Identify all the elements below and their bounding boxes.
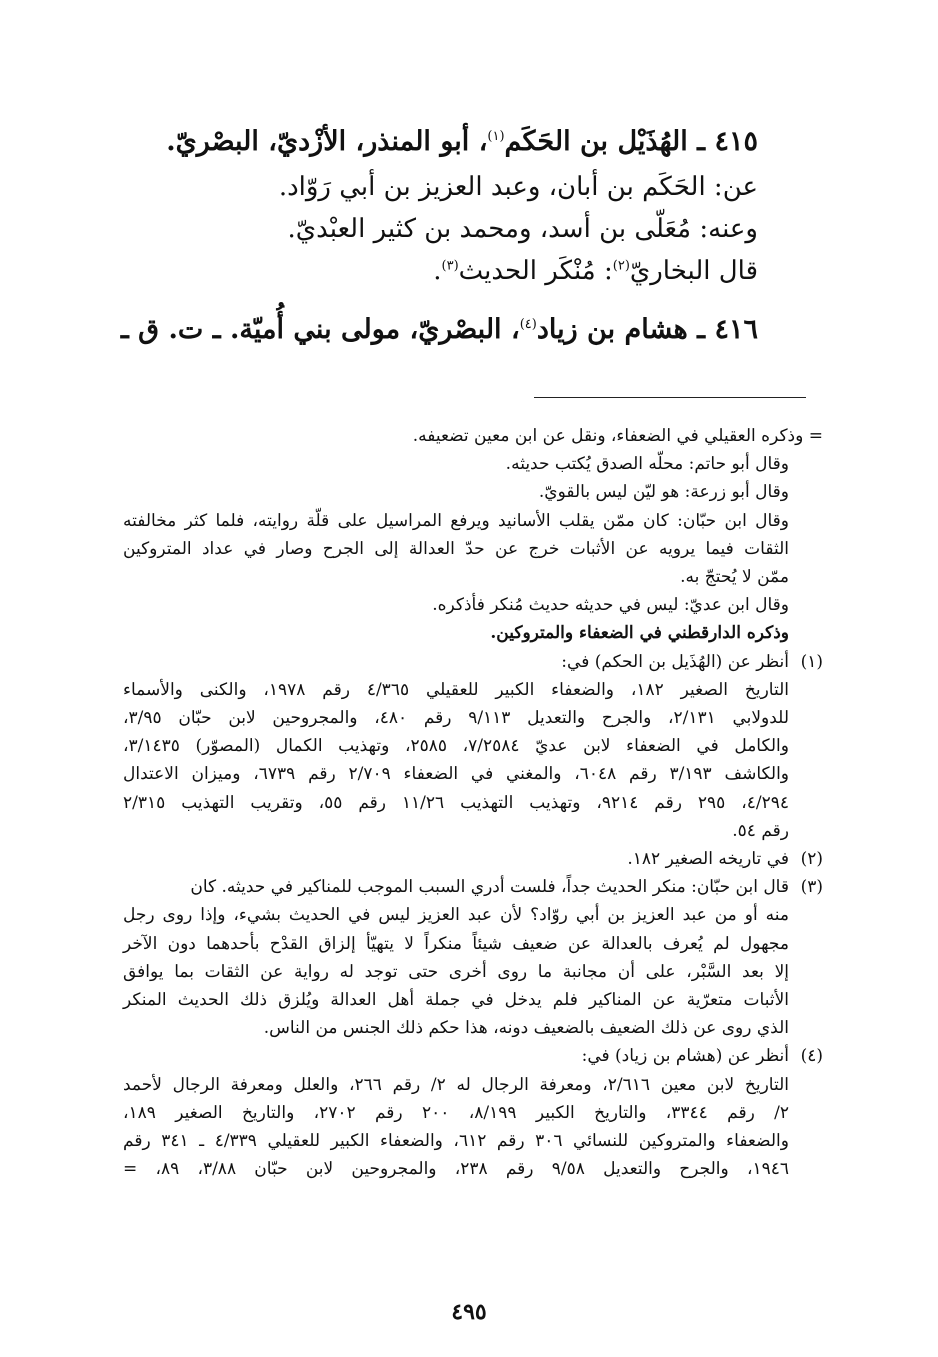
footnote-3-line: الأثبات متعرّية عن المناكير فلم يدخل في جملة أهل العدالة ويُلزق ذلك الحديث المنكر (123, 990, 789, 1011)
entry-heading-416 (120, 306, 758, 354)
entry-heading-415 (166, 118, 758, 166)
footnote-continuation-line: وذكره الدارقطني في الضعفاء والمتروكين. (490, 623, 789, 644)
footnote-1-line: والكامل في الضعفاء لابن عديّ ٧/٢٥٨٤، ٢٥٨٥، وتهذيب الكمال (المصوّر) ٣/١٤٣٥، (123, 736, 789, 757)
footnote-3-line: منه أو من عبد العزيز بن أبي روّاد؟ لأن عبد العزيز ليس في الحديث بشيء، وإذا روى رجل (123, 905, 789, 926)
footnote-4-line (123, 1042, 823, 1070)
footnote-continuation-line: وقال أبو حاتم: محلّه الصدق يُكتب حديثه. (505, 454, 789, 475)
footnote-3-line (123, 873, 823, 901)
footnote-ref[interactable]: (٤) (519, 317, 537, 332)
footnote-1-line: التاريخ الصغير ١٨٢، والضعفاء الكبير للعقيلي ٤/٣٦٥ رقم ١٩٧٨، والكنى والأسماء (123, 679, 789, 700)
footnote-ref[interactable]: (١) (487, 129, 505, 144)
footnote-continuation-line: ممّن لا يُحتجّ به. (680, 567, 789, 588)
entry-line-bukhari (198, 250, 758, 292)
entry-title-rest: ، البصْريّ، مولى بني أُميّة. ـ ت. ق ـ (120, 314, 520, 345)
footnote-number: (٤) (800, 1046, 823, 1067)
footnote-continuation-line: وقال ابن حبّان: كان ممّن يقلب الأسانيد ويرفع المراسيل على قلّة روايته، فلما كثر مخالفته (123, 510, 789, 531)
footnote-ref[interactable]: (٢) (612, 258, 630, 274)
footnote-1-line: ٤/٢٩٤، ٢٩٥ رقم ٩٢١٤، وتهذيب التهذيب ١١/٢٦ رقم ٥٥، وتقريب التهذيب ٢/٣١٥ (123, 792, 789, 813)
entry-line-end: . (433, 256, 442, 286)
footnote-1-line (123, 648, 823, 676)
footnote-text: قال ابن حبّان: منكر الحديث جداً، فلست أدري السبب الموجب للمناكير في حديثه. كان (190, 877, 789, 898)
bukhari-verdict: : مُنْكَر الحديث (458, 256, 613, 286)
footnote-text: أنظر عن (الهُذَيل بن الحكم) في: (561, 651, 789, 672)
entry-line-narrators: وعنه: مُعَلّى بن أسد، ومحمد بن كثير العبْديّ. (287, 214, 758, 244)
footnote-4-line: والضعفاء والمتروكين للنسائي ٣٠٦ رقم ٦١٢، والضعفاء الكبير للعقيلي ٤/٣٣٩ ـ ٣٤١ رقم (123, 1131, 789, 1152)
footnote-number: (٣) (800, 877, 823, 898)
footnote-continuation-line: = وذكره العقيلي في الضعفاء، ونقل عن ابن معين تضعيفه. (412, 426, 823, 446)
bukhari-said: قال البخاريّ (629, 256, 758, 286)
footnote-1-line: للدولابي ٢/١٣١، والجرح والتعديل ٩/١١٣ رقم ٤٨٠، والمجروحين لابن حبّان ٣/٩٥، (123, 708, 789, 729)
footnote-continuation-line: وقال ابن عديّ: ليس في حديثه حديث مُنكر فأذكره. (432, 595, 789, 616)
footnote-3-line: إلا بعد السَّبْر، على أن مجانبة ما روى أخرى حتى توجد له رواية عن الثقات بما يوافق (123, 961, 789, 982)
footnotes (123, 422, 823, 1183)
footnote-1-line: والكاشف ٣/١٩٣ رقم ٦٠٤٨، والمغني في الضعفاء ٢/٧٠٩ رقم ٦٧٣٩، وميزان الاعتدال (123, 764, 789, 785)
footnote-continuation-line: الثقات فيما يرويه عن الأثبات خرج عن حدّ العدالة إلى الجرح وصار في عداد المتروكين (123, 538, 789, 559)
footnote-separator (534, 397, 806, 398)
entry-title: ٤١٥ ـ الهُذَيْل بن الحَكَم (504, 126, 758, 157)
footnote-4-line: التاريخ لابن معين ٢/٦١٦، ومعرفة الرجال له ٢/ رقم ٢٦٦، والعلل ومعرفة الرجال لأحمد (123, 1074, 790, 1095)
footnote-3-line: الذي روى عن ذلك الضعيف بالضعيف دونه، هذا حكم ذلك الجنس من الناس. (263, 1018, 789, 1039)
biography-entries (120, 118, 758, 354)
footnote-1-line: رقم ٥٤. (732, 820, 789, 841)
footnote-ref[interactable]: (٣) (441, 258, 459, 274)
footnote-text: أنظر عن (هشام بن زياد) في: (581, 1046, 789, 1067)
footnote-number: (١) (800, 651, 823, 672)
footnote-3-line: مجهول لم يُعرف بالعدالة عن ضعيف شيئاً منكراً لا يتهيّأ إلزاق القدْح بأحدهما دون الآخر (123, 933, 789, 954)
footnote-4-line: ١٩٤٦، والجرح والتعديل ٩/٥٨ رقم ٢٣٨، والمجروحين لابن حبّان ٣/٨٨، ٨٩، = (123, 1159, 789, 1180)
entry-line-from: عن: الحَكَم بن أبان، وعبد العزيز بن أبي رَوّاد. (278, 172, 758, 202)
footnote-2-line (123, 845, 823, 873)
page-number: ٤٩٥ (451, 1299, 487, 1325)
entry-title: ٤١٦ ـ هشام بن زياد (536, 314, 758, 345)
footnote-4-line: ٢/ رقم ٣٣٤٤، والتاريخ الكبير ٨/١٩٩، ٢٠٠ رقم ٢٧٠٢، والتاريخ الصغير ١٨٩، (123, 1102, 789, 1123)
entry-title-rest: ، أبو المنذر، الأزْديّ، البصْريّ. (166, 126, 488, 157)
footnote-number: (٢) (800, 849, 823, 870)
footnote-continuation-line: وقال أبو زرعة: هو ليّن ليس بالقويّ. (538, 482, 789, 503)
footnote-text: في تاريخه الصغير ١٨٢. (627, 849, 789, 870)
